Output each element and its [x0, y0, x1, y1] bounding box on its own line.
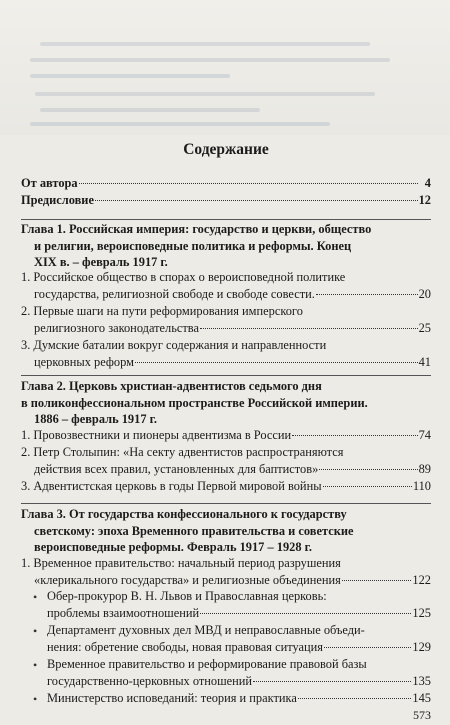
leader-dots — [342, 576, 412, 581]
page-number: 573 — [413, 708, 431, 722]
leader-dots — [298, 694, 412, 699]
book-page — [21, 0, 431, 725]
toc-entry-preface — [21, 192, 431, 209]
toc-item-line: 1. Временное правительство: начальный период разрушения — [21, 556, 341, 570]
toc-item-line: Министерство исповеданий: теория и практика — [47, 691, 297, 705]
toc-entry-label: От автора — [21, 176, 78, 190]
toc-page-number: 20 — [418, 286, 431, 301]
toc-item-line: 2. Первые шаги на пути реформирования имперского — [21, 304, 303, 318]
toc-item-line: церковных реформ — [34, 354, 134, 369]
toc-page-number: 89 — [418, 461, 431, 476]
leader-dots — [292, 431, 417, 436]
divider — [21, 375, 431, 376]
chapter-heading-line: XIX в. – февраль 1917 г. — [34, 255, 168, 269]
toc-page-number: 129 — [412, 639, 431, 654]
chapter-heading-line: в поликонфессиональном пространстве Российской империи. — [21, 395, 368, 410]
toc-item-line: государственно-церковных отношений — [47, 673, 253, 688]
toc-page-number: 74 — [418, 428, 431, 442]
chapter-heading-line: Глава 1. Российская империя: государство и церкви, общество — [21, 222, 372, 236]
toc-page-number: 12 — [418, 193, 431, 207]
bullet-icon: • — [33, 692, 38, 706]
toc-item — [21, 427, 431, 444]
chapter-heading-line: Глава 2. Церковь христиан-адвентистов седьмого дня — [21, 379, 322, 393]
toc-page-number: 122 — [412, 572, 431, 587]
leader-dots — [253, 677, 411, 682]
toc-item-line: Временное правительство и реформирование правовой базы — [47, 657, 367, 671]
page-title: Содержание — [183, 141, 269, 158]
leader-dots — [135, 358, 418, 363]
chapter-heading-line: Глава 3. От государства конфессионального к государству — [21, 507, 347, 521]
toc-item-line: «клерикального государства» и религиозные объединения — [34, 572, 341, 587]
toc-item — [21, 269, 431, 302]
toc-subitem — [21, 690, 431, 707]
toc-item-line: 3. Адвентистская церковь в годы Первой мировой войны — [21, 479, 322, 493]
leader-dots — [316, 290, 418, 295]
toc-item-line: проблемы взаимоотношений — [47, 605, 200, 620]
leader-dots — [95, 196, 418, 201]
leader-dots — [200, 324, 418, 329]
toc-page-number: 135 — [412, 673, 431, 688]
toc-subitem — [21, 656, 431, 689]
divider — [21, 503, 431, 504]
toc-item-line: религиозного законодательства — [34, 320, 199, 335]
toc-item-line: 3. Думские баталии вокруг содержания и направленности — [21, 338, 327, 352]
toc-item-line: 2. Петр Столыпин: «На секту адвентистов распространяются — [21, 445, 344, 459]
bullet-icon: • — [33, 590, 38, 604]
toc-item — [21, 478, 431, 495]
toc-item — [21, 444, 431, 477]
toc-item-line: 1. Российское общество в спорах о вероисповедной политике — [21, 270, 346, 284]
chapter-heading-line: вероисповедные реформы. Февраль 1917 – 1928 г. — [34, 540, 312, 554]
toc-item-line: Департамент духовных дел МВД и неправославные объеди- — [47, 623, 365, 637]
chapter-heading-line: и религии, вероисповедные политика и реформы. Конец — [34, 238, 352, 253]
chapter-heading-line: светскому: эпоха Временного правительства и советские — [34, 523, 354, 538]
toc-entry-label: Предисловие — [21, 193, 94, 207]
toc-page-number: 145 — [412, 691, 431, 705]
leader-dots — [323, 482, 412, 487]
chapter-3-heading — [21, 506, 431, 556]
toc-page-number: 125 — [412, 605, 431, 620]
toc-item — [21, 337, 431, 370]
toc-item-line: действия всех правил, установленных для баптистов» — [34, 461, 319, 476]
toc-entry-author — [21, 175, 431, 192]
leader-dots — [324, 643, 411, 648]
leader-dots — [79, 179, 418, 184]
toc-item — [21, 303, 431, 336]
toc-page-number: 4 — [424, 176, 431, 190]
chapter-heading-line: 1886 – февраль 1917 г. — [34, 412, 157, 426]
toc-page-number: 110 — [412, 479, 431, 493]
chapter-1-heading — [21, 221, 431, 271]
leader-dots — [319, 465, 417, 470]
chapter-2-heading — [21, 378, 431, 428]
leader-dots — [200, 609, 411, 614]
divider — [21, 219, 431, 220]
bullet-icon: • — [33, 624, 38, 638]
toc-subitem — [21, 588, 431, 621]
toc-item — [21, 555, 431, 588]
toc-page-number: 41 — [418, 354, 431, 369]
toc-item-line: Обер-прокурор В. Н. Львов и Православная церковь: — [47, 589, 327, 603]
toc-subitem — [21, 622, 431, 655]
bullet-icon: • — [33, 658, 38, 672]
toc-page-number: 25 — [418, 320, 431, 335]
toc-item-line: нения: обретение свободы, новая правовая ситуация — [47, 639, 323, 654]
toc-item-line: 1. Провозвестники и пионеры адвентизма в России — [21, 428, 292, 442]
toc-item-line: государства, религиозной свободе и свободе совести. — [34, 286, 315, 301]
